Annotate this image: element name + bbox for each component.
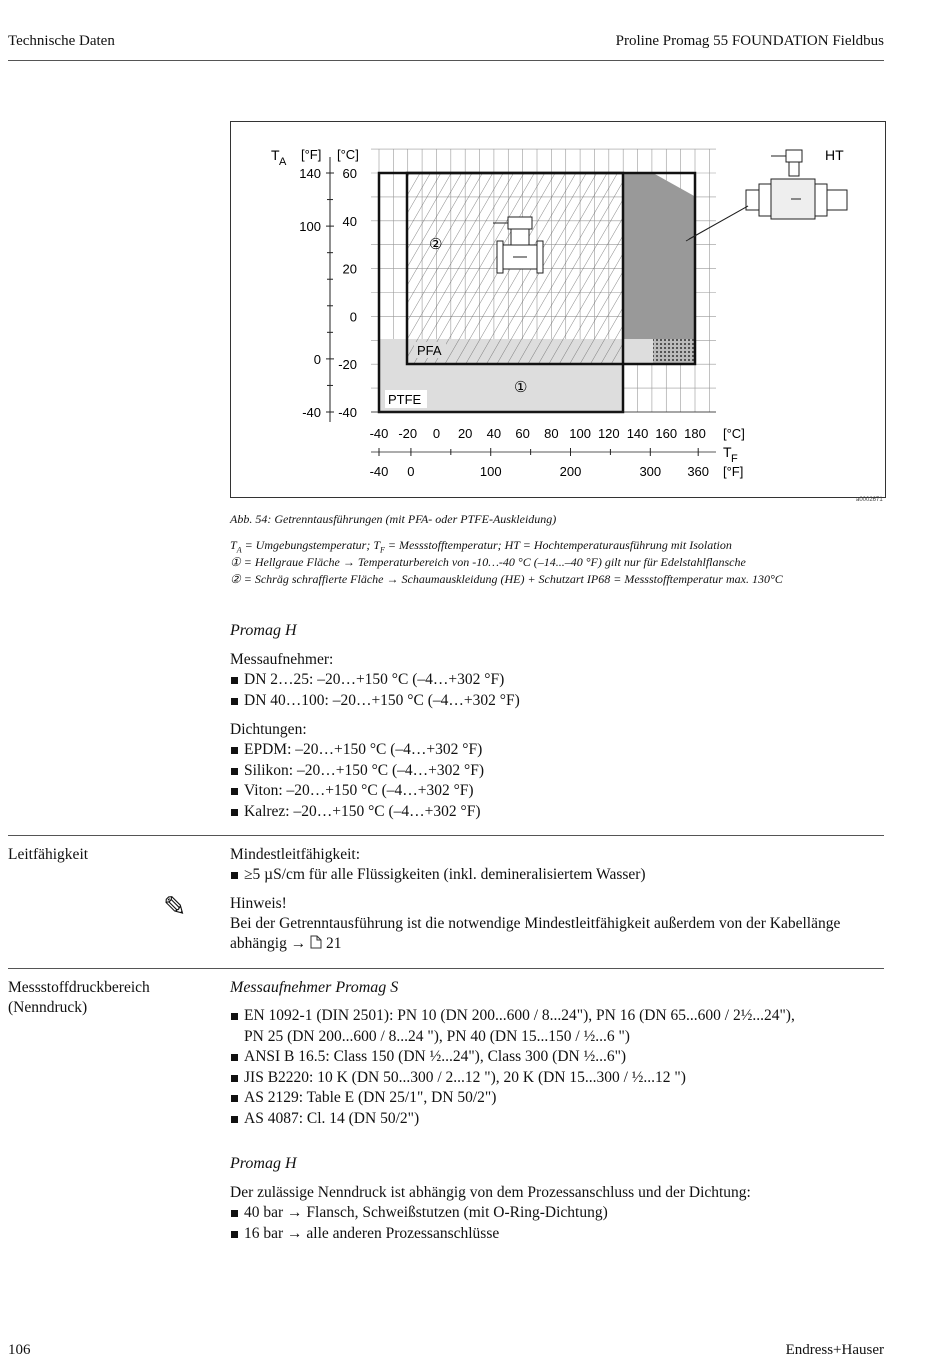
temperature-range-figure — [230, 121, 886, 498]
tf-f-tick-label: -40 — [369, 464, 389, 479]
ta-unit-c: [°C] — [337, 147, 359, 162]
ta-c-tick-label: -20 — [338, 357, 357, 373]
promag-s-list — [230, 1006, 880, 1129]
list-item: Silikon: –20…+150 °C (–4…+302 °F) — [230, 761, 484, 782]
ta-c-tick-label: 40 — [342, 213, 357, 229]
note-text: Bei der Getrenntausführung ist die notwendige Mindestleitfähigkeit außerdem von der Kabellänge — [230, 915, 841, 932]
tf-f-tick-label: 300 — [639, 464, 662, 479]
ht-dotted-area — [653, 339, 696, 364]
list-item: DN 2…25: –20…+150 °C (–4…+302 °F) — [230, 670, 520, 691]
tf-c-tick-label: 20 — [457, 426, 473, 441]
promag-h-title: Promag H — [230, 622, 297, 639]
header-document-title: Proline Promag 55 FOUNDATION Fieldbus — [615, 33, 884, 49]
list-item: AS 4087: Cl. 14 (DN 50/2") — [230, 1109, 880, 1130]
page-reference-icon — [310, 935, 322, 949]
tf-c-tick-label: -20 — [398, 426, 418, 441]
tf-c-tick-label: 80 — [544, 426, 559, 441]
marker-2: ② — [429, 236, 443, 253]
list-item: DN 40…100: –20…+150 °C (–4…+302 °F) — [230, 691, 520, 712]
tf-unit-f: [°F] — [723, 464, 744, 479]
list-item: Viton: –20…+150 °C (–4…+302 °F) — [230, 781, 484, 802]
tf-f-tick-label: 200 — [559, 464, 582, 479]
ptfe-label: PTFE — [388, 392, 422, 407]
ta-f-tick-label: 140 — [299, 166, 321, 181]
figure-caption-line3: ② = Schräg schraffierte Fläche → Schaumauskleidung (HE) + Schutzart IP68 = Messstofftemperatur max. 130°C — [230, 572, 783, 586]
ht-area — [623, 173, 696, 339]
tf-c-tick-label: 180 — [684, 426, 706, 441]
ta-c-tick-label: 0 — [349, 309, 357, 325]
tf-c-tick-label: 120 — [597, 426, 620, 441]
tf-axis-subscript: F — [731, 453, 738, 465]
ta-axis-label: T — [271, 147, 280, 163]
ta-c-tick-label: -40 — [338, 405, 357, 420]
page-number: 106 — [8, 1342, 31, 1358]
note-text-cont: abhängig → 21 — [230, 935, 342, 952]
list-item: ANSI B 16.5: Class 150 (DN ½...24"), Class 300 (DN ½...6") — [230, 1047, 880, 1068]
ta-c-tick-label: 20 — [342, 261, 357, 277]
section-divider — [8, 968, 884, 969]
sensor-list — [230, 670, 520, 711]
list-item: 40 bar → Flansch, Schweißstutzen (mit O-Ring-Dichtung) — [230, 1203, 608, 1224]
ta-f-tick-label: -40 — [302, 405, 321, 420]
list-item: 16 bar → alle anderen Prozessanschlüsse — [230, 1224, 608, 1245]
temperature-diagram — [231, 122, 885, 497]
note-pencil-icon: ✎ — [163, 890, 187, 923]
ta-c-tick-label: 60 — [342, 166, 357, 181]
ta-axis-subscript: A — [279, 156, 287, 168]
figure-caption-line2: ① = Hellgraue Fläche → Temperaturbereich von -10…-40 °C (–14...–40 °F) gilt nur für Edelstahlflansche — [230, 555, 746, 569]
list-item: JIS B2220: 10 K (DN 50...300 / 2...12 "), 20 K (DN 15...300 / ½...12 ") — [230, 1068, 880, 1089]
ta-f-tick-label: 0 — [313, 351, 321, 367]
tf-f-tick-label: 100 — [479, 464, 502, 479]
figure-identifier: a0002671 — [856, 497, 883, 503]
note-title: Hinweis! — [230, 895, 287, 912]
header-section-title: Technische Daten — [8, 33, 115, 49]
tf-c-tick-label: 100 — [569, 426, 591, 441]
tf-c-tick-label: 40 — [486, 426, 502, 441]
list-item: EN 1092-1 (DIN 2501): PN 10 (DN 200...600 / 8...24"), PN 16 (DN 65...600 / 2½...24"), PN 25 (DN 200...600 / 8...24 "), PN 40 (DN 15...150 / ½...6 ") — [230, 1006, 880, 1047]
sensor-label: Messaufnehmer: — [230, 651, 334, 668]
promag-s-title: Messaufnehmer Promag S — [230, 979, 399, 996]
tf-c-tick-label: 140 — [626, 426, 649, 441]
list-item: Kalrez: –20…+150 °C (–4…+302 °F) — [230, 802, 484, 823]
ta-f-tick-label: 100 — [299, 219, 321, 235]
list-item: AS 2129: Table E (DN 25/1", DN 50/2") — [230, 1088, 880, 1109]
conductivity-list — [230, 865, 646, 886]
tf-unit-c: [°C] — [723, 426, 745, 441]
min-conductivity-label: Mindestleitfähigkeit: — [230, 846, 361, 863]
tf-c-tick-label: 0 — [432, 426, 441, 441]
list-item: EPDM: –20…+150 °C (–4…+302 °F) — [230, 740, 484, 761]
pressure-section-label: Messstoffdruckbereich — [8, 979, 150, 996]
promag-h-pressure-title: Promag H — [230, 1155, 297, 1172]
ta-unit-f: [°F] — [301, 147, 322, 162]
pfa-label: PFA — [417, 343, 442, 358]
seal-label: Dichtungen: — [230, 721, 307, 738]
promag-h-pressure-text: Der zulässige Nenndruck ist abhängig von dem Prozessanschluss und der Dichtung: — [230, 1184, 751, 1201]
ht-label: HT — [825, 147, 844, 163]
list-item: ≥5 µS/cm für alle Flüssigkeiten (inkl. demineralisiertem Wasser) — [230, 865, 646, 886]
promag-h-pressure-list — [230, 1203, 608, 1244]
pressure-section-sublabel: (Nenndruck) — [8, 999, 88, 1016]
tf-f-tick-label: 0 — [407, 464, 415, 479]
tf-c-tick-label: 60 — [515, 426, 530, 441]
marker-1: ① — [514, 379, 528, 396]
tf-c-tick-label: 160 — [655, 426, 678, 441]
tf-f-tick-label: 360 — [687, 464, 710, 479]
seal-list — [230, 740, 484, 822]
section-divider — [8, 835, 884, 836]
figure-caption-title: Abb. 54: Getrenntausführungen (mit PFA- oder PTFE-Auskleidung) — [230, 512, 557, 526]
tf-axis-label: T — [723, 444, 732, 460]
conductivity-section-label: Leitfähigkeit — [8, 846, 89, 863]
tf-c-tick-label: -40 — [369, 426, 389, 441]
figure-caption-line1: $T_A$ = Umgebungstemperatur; $T_F$ = Messstofftemperatur; HT = Hochtemperaturausführung mit Isolation — [230, 538, 732, 555]
page-reference-link[interactable]: 21 — [325, 935, 342, 952]
footer-brand: Endress+Hauser — [785, 1342, 884, 1358]
header-divider — [8, 60, 884, 61]
